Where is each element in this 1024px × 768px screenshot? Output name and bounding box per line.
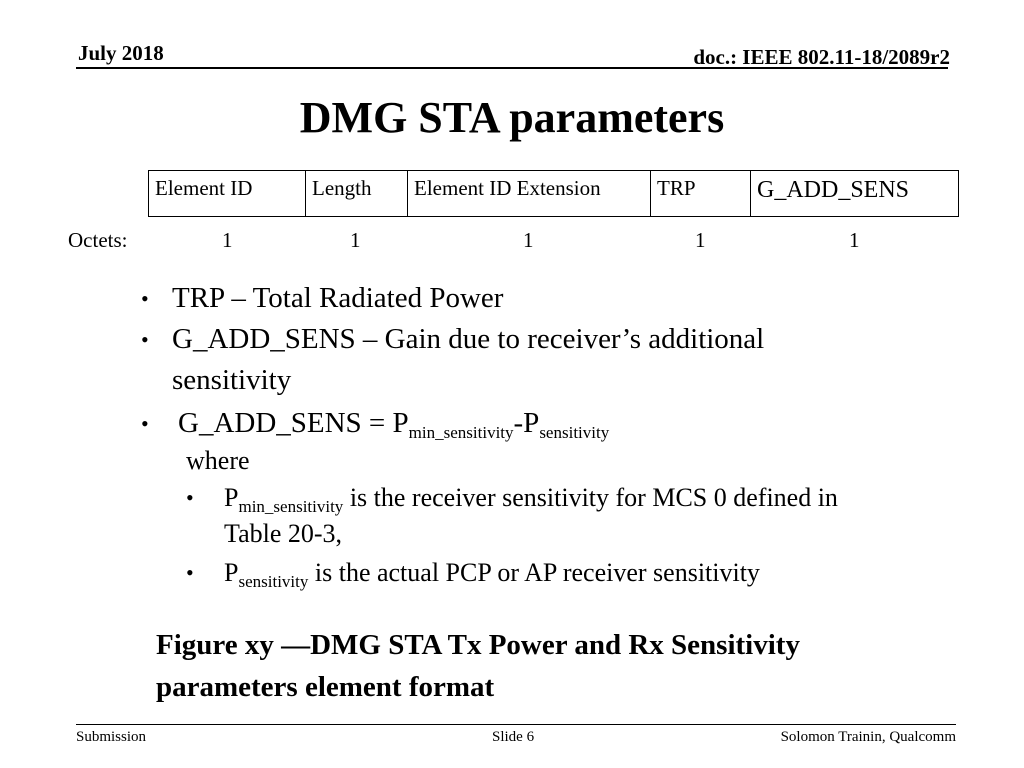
bullet-formula xyxy=(141,403,610,444)
table-row xyxy=(149,171,959,217)
footer-divider xyxy=(76,724,956,725)
sub-bullet-p-sensitivity xyxy=(186,555,760,591)
table-cell-trp: TRP xyxy=(651,171,751,217)
sub-bullet-p-min-sensitivity xyxy=(186,480,838,552)
footer-submission: Submission xyxy=(76,729,147,745)
octet-count: 1 xyxy=(849,228,860,252)
element-format-table xyxy=(148,170,959,217)
symbol-subscript: sensitivity xyxy=(238,572,309,591)
formula-lhs: G_ADD_SENS = P xyxy=(178,407,409,439)
bullet-dot-icon: • xyxy=(186,560,194,585)
figure-caption xyxy=(156,624,956,708)
bullet-dot-icon: • xyxy=(186,485,194,510)
formula-subscript: sensitivity xyxy=(539,423,610,442)
footer-author: Solomon Trainin, Qualcomm xyxy=(780,729,956,745)
bullet-dot-icon: • xyxy=(141,411,149,436)
bullet-text-continuation: sensitivity xyxy=(172,364,292,396)
table-cell-element-id-extension: Element ID Extension xyxy=(408,171,651,217)
caption-line: parameters element format xyxy=(156,671,495,703)
header-divider xyxy=(76,67,948,69)
octet-count: 1 xyxy=(350,228,361,252)
symbol-subscript: min_sensitivity xyxy=(238,497,344,516)
where-label: where xyxy=(186,446,250,475)
caption-line: Figure xy —DMG STA Tx Power and Rx Sensitivity xyxy=(156,629,800,661)
bullet-dot-icon: • xyxy=(141,327,149,352)
bullet-text: G_ADD_SENS – Gain due to receiver’s additional xyxy=(172,323,765,355)
octet-count: 1 xyxy=(222,228,233,252)
bullet-dot-icon: • xyxy=(141,286,149,311)
bullet-text: TRP – Total Radiated Power xyxy=(172,282,504,314)
symbol-p: P xyxy=(224,483,239,512)
header-doc-id: doc.: IEEE 802.11-18/2089r2 xyxy=(693,45,950,69)
table-cell-g-add-sens: G_ADD_SENS xyxy=(751,171,959,217)
octet-count: 1 xyxy=(523,228,534,252)
formula-minus: -P xyxy=(513,407,540,439)
bullet-g-add-sens xyxy=(141,319,765,401)
octet-count: 1 xyxy=(695,228,706,252)
slide-title: DMG STA parameters xyxy=(299,93,725,142)
symbol-p: P xyxy=(224,558,239,587)
table-cell-element-id: Element ID xyxy=(149,171,306,217)
sub-bullet-text: is the actual PCP or AP receiver sensitivity xyxy=(308,558,760,587)
table-cell-length: Length xyxy=(306,171,408,217)
sub-bullet-continuation: Table 20-3, xyxy=(224,519,343,548)
formula-subscript: min_sensitivity xyxy=(408,423,514,442)
bullet-trp xyxy=(141,278,504,319)
header-date: July 2018 xyxy=(78,41,164,65)
octets-label: Octets: xyxy=(68,228,128,252)
sub-bullet-text: is the receiver sensitivity for MCS 0 defined in xyxy=(343,483,838,512)
footer-slide-number: Slide 6 xyxy=(492,729,535,745)
